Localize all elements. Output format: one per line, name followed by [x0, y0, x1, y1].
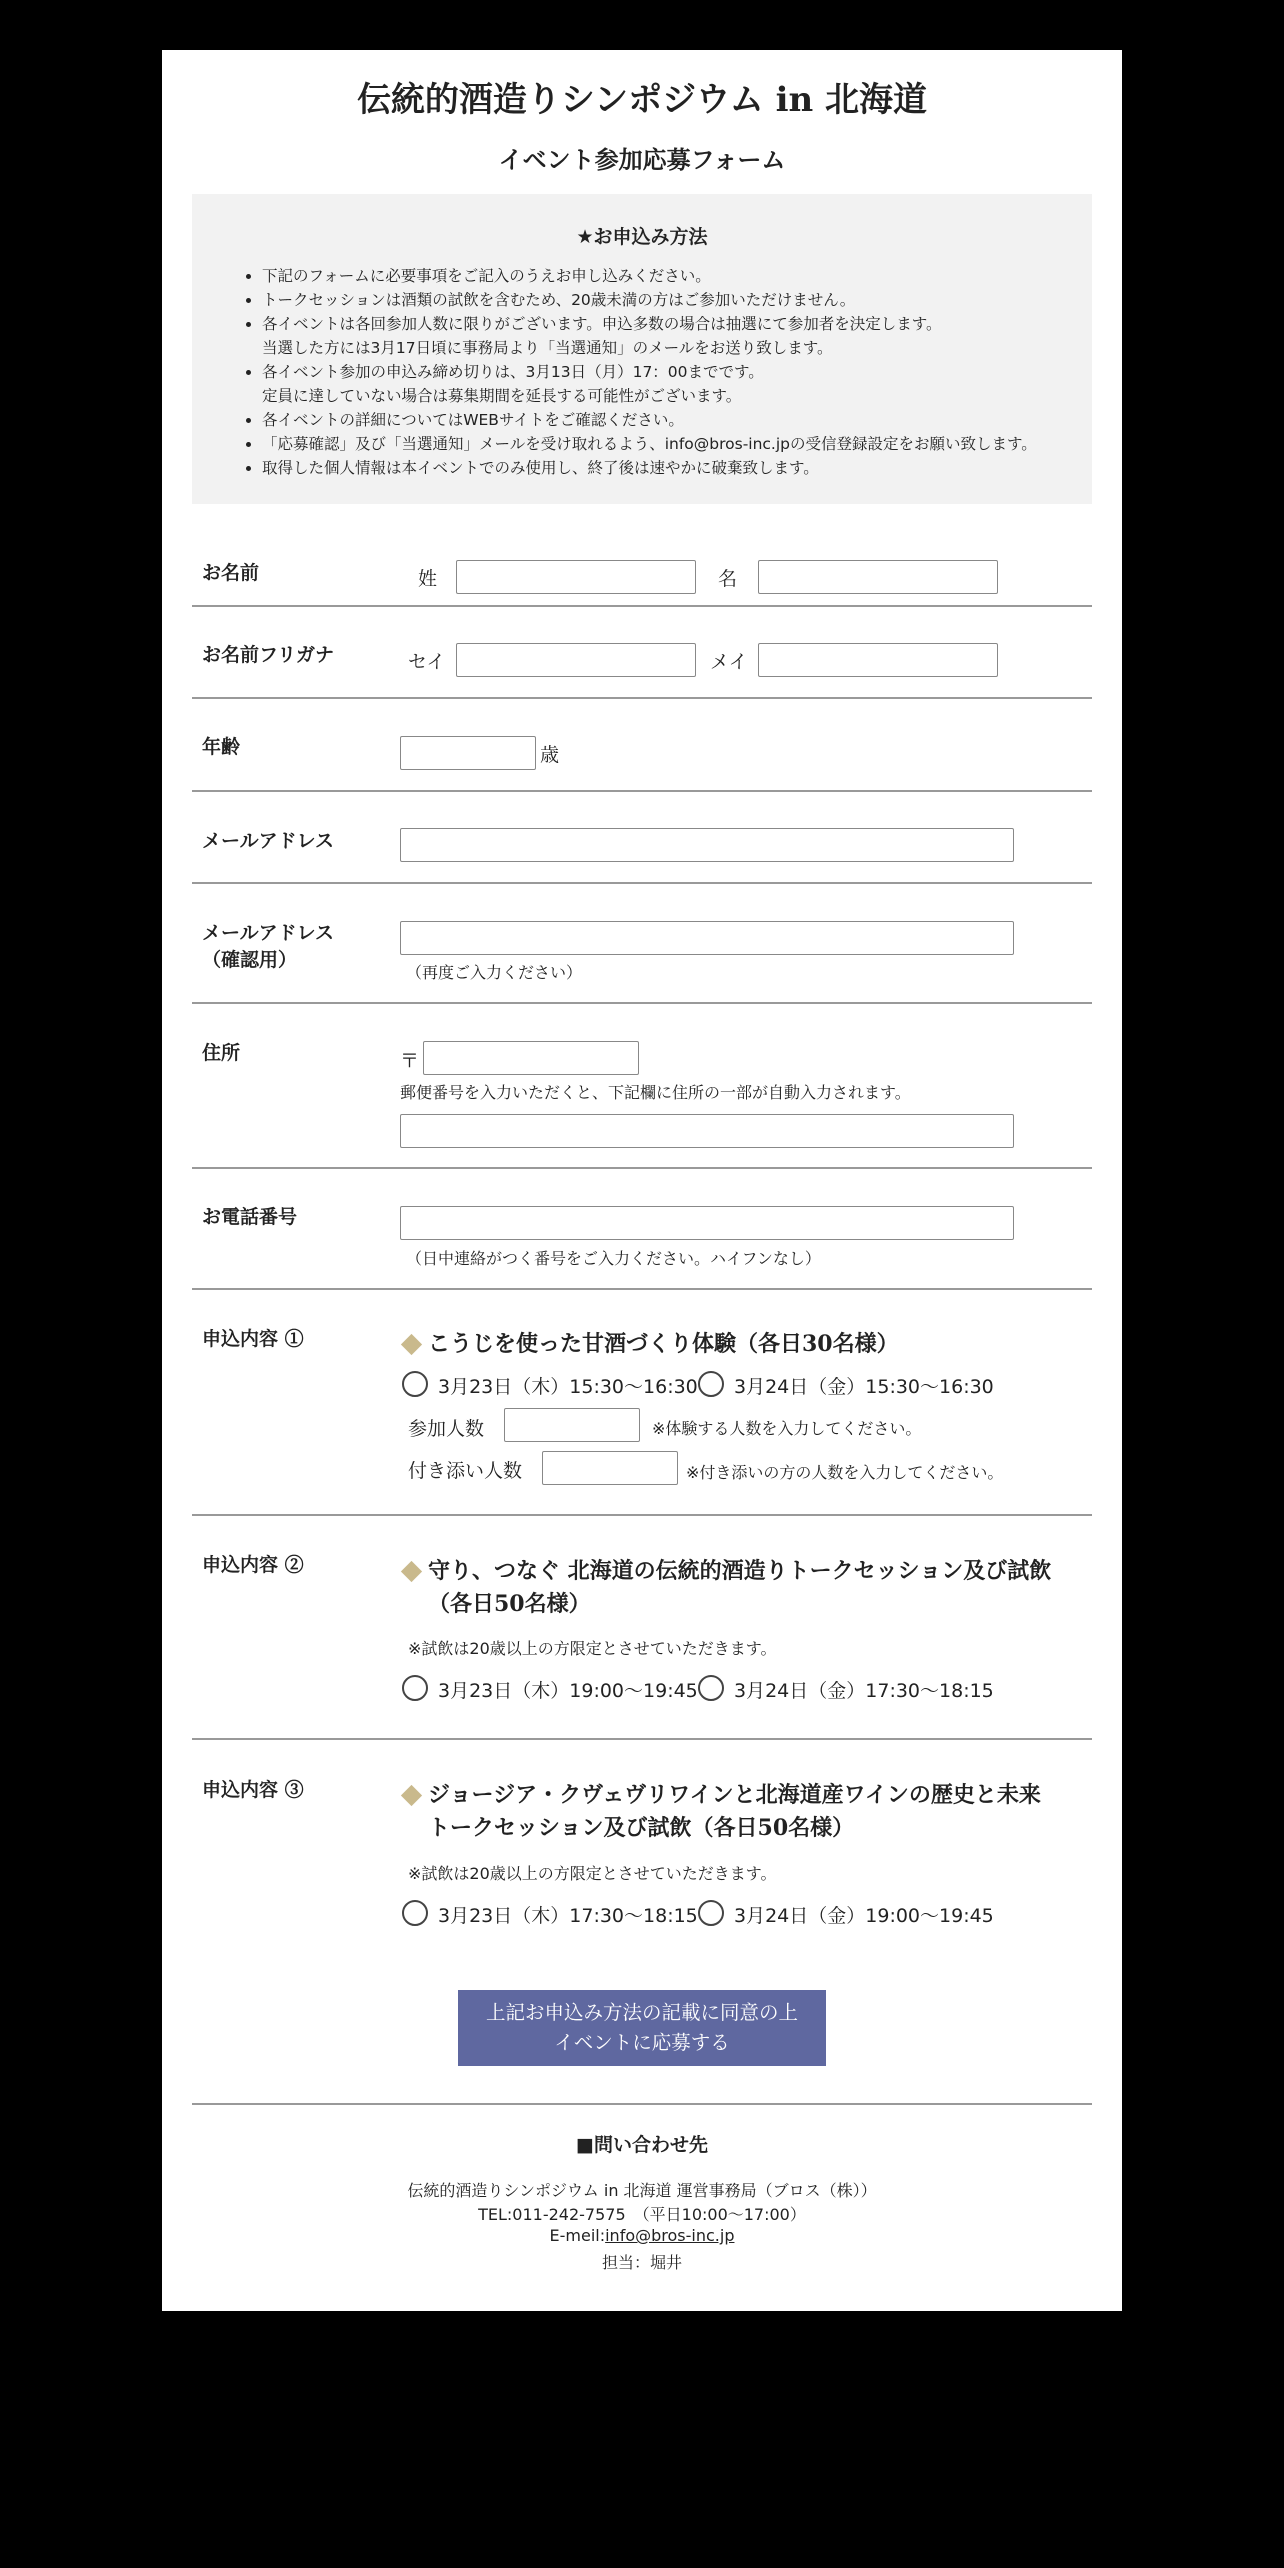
page-title: 伝統的酒造りシンポジウム in 北海道 [356, 80, 928, 120]
course2-option2-label: 3月24日（金）17:30〜18:15 [734, 1680, 994, 1702]
course2-option1-label: 3月23日（木）19:00〜19:45 [438, 1680, 698, 1702]
divider [192, 1167, 1092, 1169]
last-furigana-label: セイ [408, 651, 446, 673]
form-card [162, 50, 1122, 2311]
postal-mark: 〒 [400, 1050, 420, 1072]
age-input[interactable] [400, 736, 536, 770]
submit-label-line1: 上記お申込み方法の記載に同意の上 [485, 2001, 798, 2024]
email-confirm-hint: （再度ご入力ください） [406, 963, 583, 982]
course3-title-line2: トークセッション及び試飲（各日50名様） [428, 1815, 855, 1841]
address-hint: 郵便番号を入力いただくと、下記欄に住所の一部が自動入力されます。 [400, 1083, 911, 1102]
instruction-text: 下記のフォームに必要事項をご記入のうえお申し込みください。 [262, 267, 711, 285]
list-item [262, 360, 1037, 408]
email-input[interactable] [400, 828, 1014, 862]
list-item [262, 408, 1037, 432]
course2-title-line1: 守り、つなぐ 北海道の伝統的酒造りトークセッション及び試飲 [428, 1558, 1052, 1584]
list-item [262, 264, 1037, 288]
course1-participants-note: ※体験する人数を入力してください。 [652, 1419, 922, 1438]
course1-companions-input[interactable] [542, 1451, 678, 1485]
diamond-bullet-icon [401, 1785, 422, 1806]
diamond-bullet-icon [401, 1334, 422, 1355]
course1-companions-note: ※付き添いの方の人数を入力してください。 [686, 1463, 1004, 1482]
course1-label: 申込内容 ① [202, 1328, 304, 1350]
age-unit: 歳 [540, 744, 560, 766]
instruction-text: 定員に達していない場合は募集期間を延長する可能性がございます。 [262, 387, 742, 405]
email-label: メールアドレス [202, 830, 335, 852]
instructions-list [230, 264, 1037, 480]
instructions-panel [192, 194, 1092, 504]
course3-option1-label: 3月23日（木）17:30〜18:15 [438, 1905, 698, 1927]
course3-option2-label: 3月24日（金）19:00〜19:45 [734, 1905, 994, 1927]
contact-email-link[interactable]: info@bros-inc.jp [605, 2226, 735, 2245]
page-subtitle: イベント参加応募フォーム [498, 145, 786, 174]
instruction-text: 各イベント参加の申込み締め切りは、3月13日（月）17：00までです。 [262, 363, 764, 381]
instruction-text: 当選した方には3月17日頃に事務局より「当選通知」のメールをお送り致します。 [262, 339, 833, 357]
course2-option1-radio[interactable] [402, 1675, 428, 1701]
phone-hint: （日中連絡がつく番号をご入力ください。ハイフンなし） [406, 1249, 821, 1268]
course2-label: 申込内容 ② [202, 1554, 304, 1576]
list-item [262, 432, 1037, 456]
divider [192, 790, 1092, 792]
divider [192, 882, 1092, 884]
contact-email-row [162, 2226, 1122, 2245]
instruction-text: トークセッションは酒類の試飲を含むため、20歳未満の方はご参加いただけません。 [262, 291, 856, 309]
submit-button[interactable] [458, 1990, 826, 2066]
first-furigana-label: メイ [710, 651, 748, 673]
course3-option1-radio[interactable] [402, 1900, 428, 1926]
first-furigana-input[interactable] [758, 643, 998, 677]
instruction-text: 各イベントは各回参加人数に限りがございます。申込多数の場合は抽選にて参加者を決定します。 [262, 315, 942, 333]
name-label: お名前 [202, 562, 260, 584]
course1-option1-radio[interactable] [402, 1371, 428, 1397]
divider [192, 1514, 1092, 1516]
contact-tel: TEL:011-242-7575 （平日10:00〜17:00） [478, 2205, 806, 2224]
course3-label: 申込内容 ③ [202, 1779, 304, 1801]
course3-note: ※試飲は20歳以上の方限定とさせていただきます。 [408, 1864, 777, 1883]
instruction-text: 取得した個人情報は本イベントでのみ使用し、終了後は速やかに破棄致します。 [262, 459, 819, 477]
email-confirm-label-line2: （確認用） [202, 949, 298, 971]
divider [192, 2103, 1092, 2105]
course2-note: ※試飲は20歳以上の方限定とさせていただきます。 [408, 1639, 777, 1658]
list-item [262, 312, 1037, 360]
course1-option2-radio[interactable] [698, 1371, 724, 1397]
course2-title-line2: （各日50名様） [428, 1591, 591, 1617]
first-name-input[interactable] [758, 560, 998, 594]
submit-label-line2: イベントに応募する [554, 2031, 730, 2054]
list-item [262, 288, 1037, 312]
course3-title-line1: ジョージア・クヴェヴリワインと北海道産ワインの歴史と未来 [428, 1782, 1041, 1808]
course2-option2-radio[interactable] [698, 1675, 724, 1701]
divider [192, 1738, 1092, 1740]
course2-title [428, 1555, 1088, 1621]
divider [192, 1288, 1092, 1290]
instructions-heading: ★お申込み方法 [576, 226, 708, 248]
email-confirm-label [202, 920, 334, 974]
course1-option1-label: 3月23日（木）15:30〜16:30 [438, 1376, 698, 1398]
course1-title: こうじを使った甘酒づくり体験（各日30名様） [428, 1331, 899, 1357]
age-label: 年齢 [202, 736, 241, 758]
phone-input[interactable] [400, 1206, 1014, 1240]
course1-participants-label: 参加人数 [408, 1418, 485, 1440]
contact-email-prefix: E-meil: [549, 2226, 606, 2245]
course1-participants-input[interactable] [504, 1408, 640, 1442]
last-name-label: 姓 [418, 568, 438, 590]
course3-option2-radio[interactable] [698, 1900, 724, 1926]
email-confirm-input[interactable] [400, 921, 1014, 955]
course1-option2-label: 3月24日（金）15:30〜16:30 [734, 1376, 994, 1398]
contact-org: 伝統的酒造りシンポジウム in 北海道 運営事務局（ブロス（株）） [407, 2181, 877, 2200]
diamond-bullet-icon [401, 1561, 422, 1582]
last-name-input[interactable] [456, 560, 696, 594]
address-input[interactable] [400, 1114, 1014, 1148]
address-label: 住所 [202, 1042, 241, 1064]
postal-code-input[interactable] [423, 1041, 639, 1075]
contact-person: 担当：堀井 [601, 2253, 682, 2272]
course1-companions-label: 付き添い人数 [408, 1460, 523, 1482]
instruction-text: 各イベントの詳細についてはWEBサイトをご確認ください。 [262, 411, 684, 429]
email-confirm-label-line1: メールアドレス [202, 922, 335, 944]
furigana-label: お名前フリガナ [202, 644, 335, 666]
divider [192, 1002, 1092, 1004]
phone-label: お電話番号 [202, 1206, 298, 1228]
first-name-label: 名 [718, 568, 738, 590]
instruction-text: 「応募確認」及び「当選通知」メールを受け取れるよう、info@bros-inc.jpの受信登録設定をお願い致します。 [262, 435, 1037, 453]
last-furigana-input[interactable] [456, 643, 696, 677]
divider [192, 605, 1092, 607]
divider [192, 697, 1092, 699]
list-item [262, 456, 1037, 480]
contact-heading: ■問い合わせ先 [576, 2134, 708, 2156]
course3-title [428, 1779, 1088, 1845]
